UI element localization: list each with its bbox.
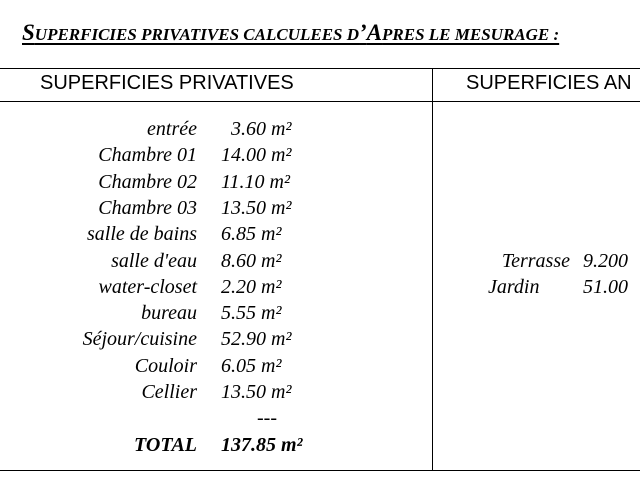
title-initial-a: A [366, 20, 383, 45]
room-area: 2.20 m² [221, 276, 282, 298]
list-item [0, 381, 640, 407]
list-item [0, 328, 640, 354]
total-value: 137.85 m² [221, 434, 303, 456]
list-item [0, 250, 640, 276]
table-top-border [0, 68, 640, 69]
annex-area: 9.200 [583, 250, 628, 272]
room-label: Chambre 03 [98, 197, 197, 219]
room-label: Chambre 01 [98, 144, 197, 166]
room-area: 52.90 m² [221, 328, 292, 350]
header-bottom-border [0, 101, 640, 102]
room-area: 14.00 m² [221, 144, 292, 166]
annex-label: Terrasse [501, 250, 570, 272]
list-item [0, 223, 640, 249]
room-area: 6.85 m² [221, 223, 282, 245]
room-label: Séjour/cuisine [82, 328, 197, 350]
room-label: water-closet [98, 276, 197, 298]
title-part-2: PRES LE MESURAGE : [382, 25, 560, 44]
room-area: 13.50 m² [221, 381, 292, 403]
room-label: salle d'eau [111, 250, 197, 272]
annex-label: Jardin [488, 276, 540, 298]
list-item [0, 118, 640, 144]
title-part-1: UPERFICIES PRIVATIVES CALCULEES D [34, 25, 360, 44]
list-item [0, 197, 640, 223]
separator-row [0, 407, 640, 433]
list-item [0, 302, 640, 328]
room-area: 13.50 m² [221, 197, 292, 219]
room-area: 11.10 m² [221, 171, 290, 193]
annex-area: 51.00 [583, 276, 628, 298]
list-item [0, 171, 640, 197]
title-initial-s: S [22, 20, 35, 45]
room-label: Couloir [134, 355, 197, 377]
table-bottom-border [0, 470, 640, 471]
room-label: entrée [147, 118, 197, 140]
room-label: Chambre 02 [98, 171, 197, 193]
list-item [0, 355, 640, 381]
list-item [0, 144, 640, 170]
room-area: 3.60 m² [231, 118, 292, 140]
total-separator: --- [257, 407, 277, 429]
header-privatives: SUPERFICIES PRIVATIVES [40, 72, 294, 94]
room-area: 5.55 m² [221, 302, 282, 324]
title-apostrophe: ’ [359, 20, 367, 45]
page-title [22, 20, 559, 46]
room-area: 6.05 m² [221, 355, 282, 377]
header-annexes: SUPERFICIES AN [466, 72, 632, 94]
list-item [0, 276, 640, 302]
room-area: 8.60 m² [221, 250, 282, 272]
total-row [0, 434, 640, 460]
total-label: TOTAL [134, 434, 197, 456]
room-label: Cellier [141, 381, 197, 403]
room-label: bureau [141, 302, 197, 324]
room-label: salle de bains [87, 223, 197, 245]
